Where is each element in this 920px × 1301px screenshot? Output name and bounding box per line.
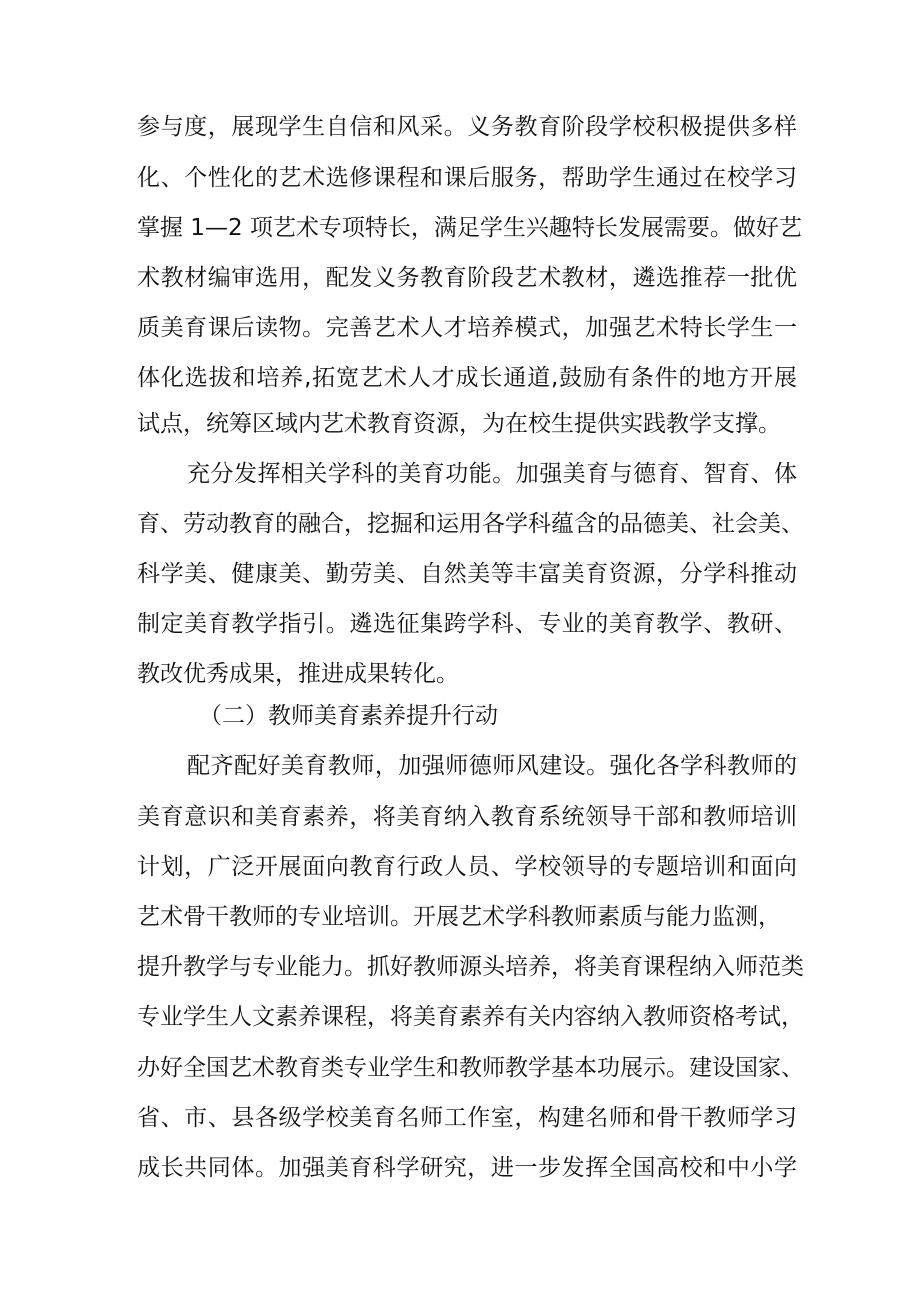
text-line: 艺术骨干教师的专业培训。开展艺术学科教师素质与能力监测， xyxy=(137,904,781,930)
text-line: 科学美、健康美、勤劳美、自然美等丰富美育资源，分学科推动 xyxy=(137,561,797,587)
text-line: 育、劳动教育的融合，挖掘和运用各学科蕴含的品德美、社会美、 xyxy=(137,511,804,537)
text-line: 质美育课后读物。完善艺术人才培养模式，加强艺术特长学生一 xyxy=(137,315,797,341)
text-line: 专业学生人文素养课程，将美育素养有关内容纳入教师资格考试， xyxy=(137,1004,804,1030)
text-line: 参与度，展现学生自信和风采。义务教育阶段学校积极提供多样 xyxy=(137,114,797,140)
text-line: 试点，统筹区域内艺术教育资源，为在校生提供实践教学支撑。 xyxy=(137,411,781,437)
text-line: 计划，广泛开展面向教育行政人员、学校领导的专题培训和面向 xyxy=(137,854,797,880)
text-line: 术教材编审选用，配发义务教育阶段艺术教材，遴选推荐一批优 xyxy=(137,265,797,291)
text-line: 教改优秀成果，推进成果转化。 xyxy=(137,661,459,687)
text-line: 掌握 1—2 项艺术专项特长，满足学生兴趣特长发展需要。做好艺 xyxy=(137,215,802,241)
text-line: 化、个性化的艺术选修课程和课后服务，帮助学生通过在校学习 xyxy=(137,165,797,191)
paragraph-first-line: 配齐配好美育教师，加强师德师风建设。强化各学科教师的 xyxy=(187,753,797,779)
text-line: 体化选拔和培养,拓宽艺术人才成长通道,鼓励有条件的地方开展 xyxy=(137,365,797,391)
text-line: 制定美育教学指引。遴选征集跨学科、专业的美育教学、教研、 xyxy=(137,611,797,637)
text-line: 提升教学与专业能力。抓好教师源头培养，将美育课程纳入师范类 xyxy=(137,954,804,980)
text-line: 成长共同体。加强美育科学研究，进一步发挥全国高校和中小学 xyxy=(137,1155,797,1181)
text-line: 省、市、县各级学校美育名师工作室，构建名师和骨干教师学习 xyxy=(137,1105,797,1131)
paragraph-first-line: 充分发挥相关学科的美育功能。加强美育与德育、智育、体 xyxy=(187,461,797,487)
text-line: 办好全国艺术教育类专业学生和教师教学基本功展示。建设国家、 xyxy=(137,1055,804,1081)
section-heading: （二）教师美育素养提升行动 xyxy=(199,703,498,729)
text-line: 美育意识和美育素养，将美育纳入教育系统领导干部和教师培训 xyxy=(137,804,797,830)
